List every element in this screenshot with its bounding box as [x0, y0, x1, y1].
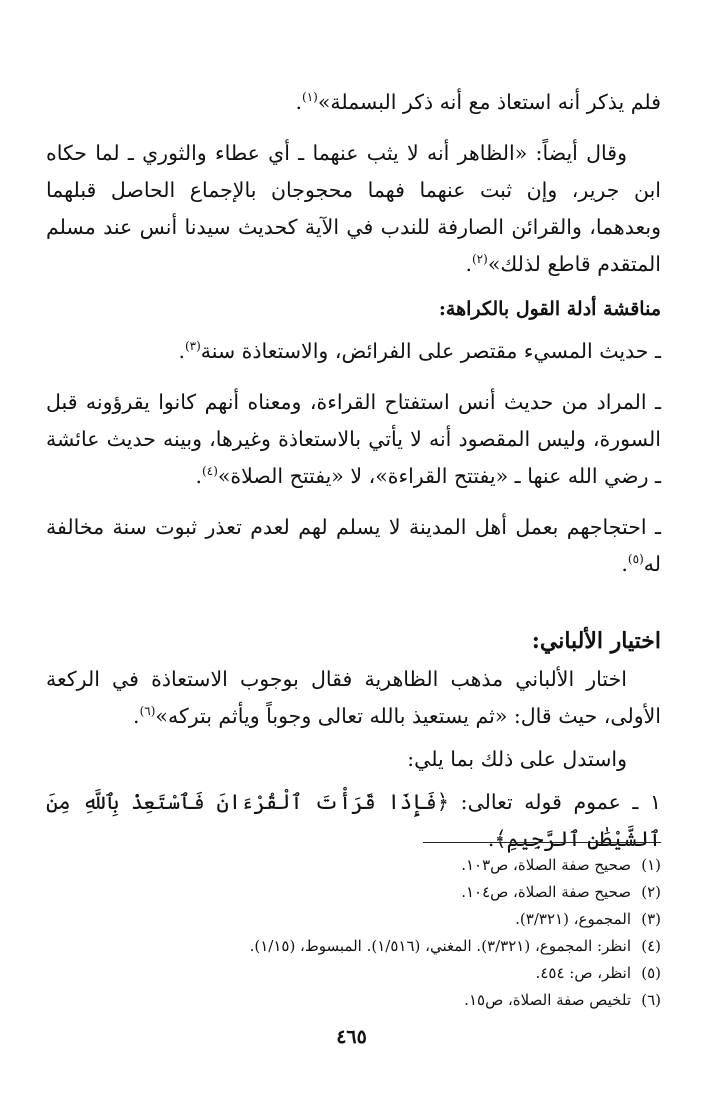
discussion-item-2: ـ المراد من حديث أنس استفتاح القراءة، ومعناه أنهم كانوا يقرؤونه قبل السورة، وليس المقصود أنه لا يأتي بالاستعاذة وغيرها، وبينه حديث عائشة ـ رضي الله عنها ـ «يفتتح القراءة»، لا «يفتتح الصلاة»$^{(٤)}$. [46, 390, 661, 488]
discussion-item-1: ـ حديث المسيء مقتصر على الفرائض، والاستعاذة سنة$^{(٣)}$. [178, 339, 661, 363]
footnote-3: (٣)المجموع، (٣/٣٢١). [515, 910, 661, 928]
paragraph-evidence-intro: واستدل على ذلك بما يلي: [407, 747, 627, 771]
footnote-1: (١)صحيح صفة الصلاة، ص١٠٣. [461, 856, 661, 874]
subheading-discussion: مناقشة أدلة القول بالكراهة: [438, 298, 661, 320]
paragraph-quote-consensus: وقال أيضاً: «الظاهر أنه لا يثب عنهما ـ أي عطاء والثوري ـ لما حكاه ابن جرير، وإن ثبت عنهما فهما محجوجان بالإجماع الحاصل قبلهما وبعدهما، والقرائن الصارفة للندب في الآية كحديث سيدنا أنس عند مسلم المتقدم قاطع لذلك»$^{(٢)}$. [46, 141, 661, 276]
footnote-4: (٤)انظر: المجموع، (٣/٣٢١). المغني، (١/٥١٦). المبسوط، (١/١٥). [249, 937, 661, 955]
footnote-ref-5[interactable]: (٥) [627, 552, 644, 567]
footnotes-list [46, 852, 661, 1014]
footnote-divider [423, 842, 661, 843]
paragraph-albani-opinion: اختار الألباني مذهب الظاهرية فقال بوجوب الاستعاذة في الركعة الأولى، حيث قال: «ثم يستعيذ بالله تعالى وجوباً ويأثم بتركه»$^{(٦)}$. [46, 667, 661, 728]
footnote-2: (٢)صحيح صفة الصلاة، ص١٠٤. [461, 883, 661, 901]
footnote-6: (٦)تلخيص صفة الصلاة، ص١٥. [464, 991, 661, 1009]
heading-albani-choice: اختيار الألباني: [531, 628, 661, 654]
quran-verse: ﴿فَإِذَا قَرَأْتَ ٱلْقُرْءَانَ فَٱسْتَعِذْ بِٱللَّهِ مِنَ ٱلشَّيْطَٰنِ ٱلرَّجِيمِ﴾ [46, 790, 661, 851]
footnote-ref-3[interactable]: (٣) [184, 339, 201, 354]
footnote-ref-6[interactable]: (٦) [139, 704, 156, 719]
footnote-ref-1[interactable]: (١) [302, 90, 318, 105]
discussion-item-3: ـ احتجاجهم بعمل أهل المدينة لا يسلم لهم لعدم تعذر ثبوت سنة مخالفة له$^{(٥)}$. [46, 515, 661, 576]
page-number: ٤٦٥ [336, 1026, 367, 1048]
evidence-item-1: ١ ـ عموم قوله تعالى: ﴿فَإِذَا قَرَأْتَ ٱلْقُرْءَانَ فَٱسْتَعِذْ بِٱللَّهِ مِنَ ٱلشَّيْطَٰنِ ٱلرَّجِيمِ﴾. [46, 790, 661, 851]
footnote-ref-4[interactable]: (٤) [202, 464, 218, 479]
footnote-5: (٥)انظر، ص: ٤٥٤. [535, 964, 661, 982]
paragraph-basmala: فلم يذكر أنه استعاذ مع أنه ذكر البسملة»$^{(١)}$. [295, 90, 661, 114]
footnote-ref-2[interactable]: (٢) [471, 252, 488, 267]
